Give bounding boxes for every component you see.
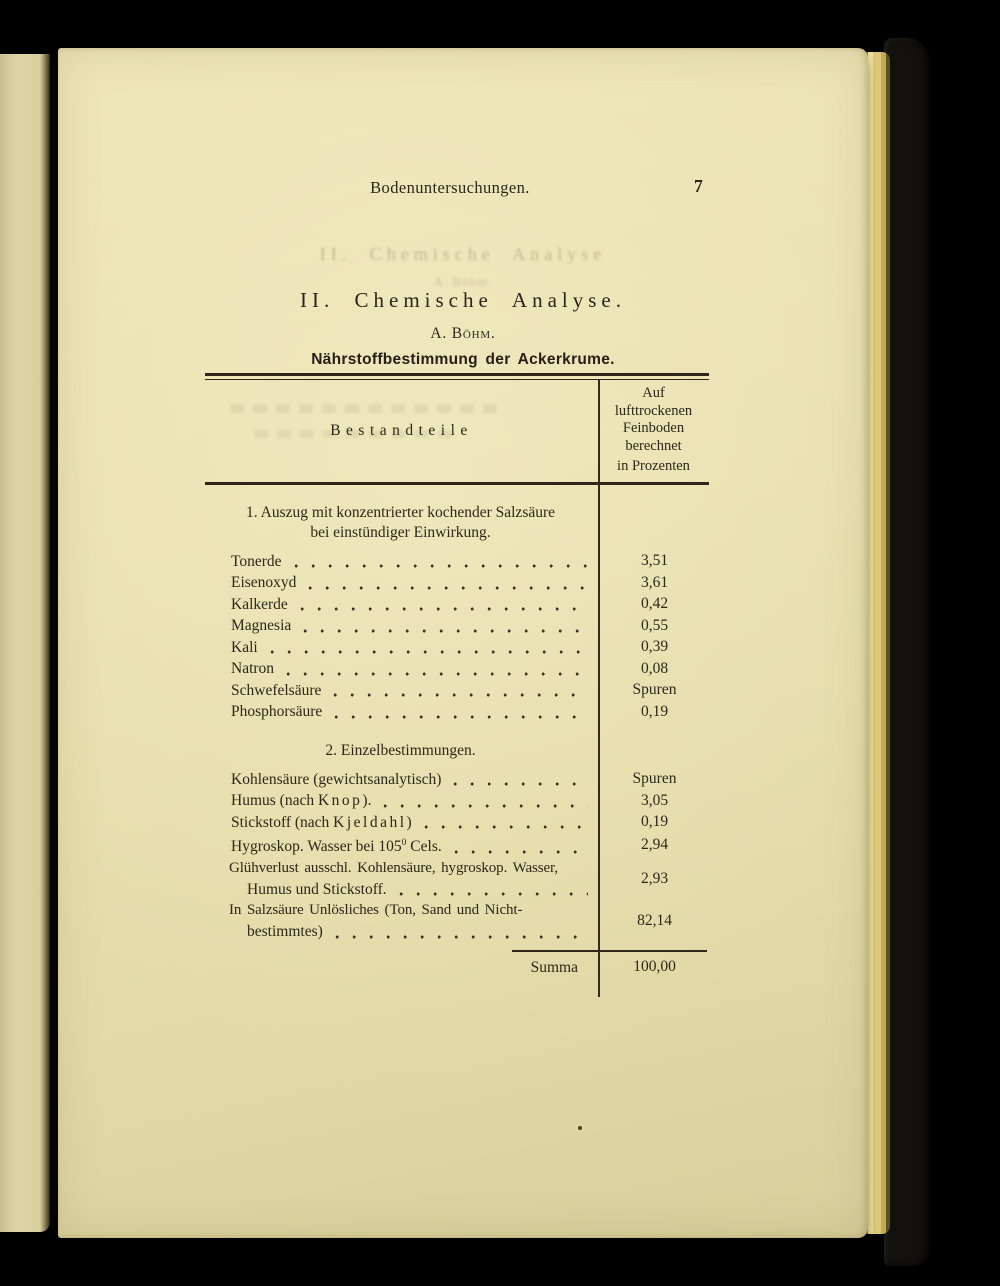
section-heading — [207, 503, 594, 543]
leader-dots — [335, 934, 588, 940]
table-row — [205, 812, 709, 834]
row-label: bestimmtes) — [247, 923, 323, 941]
row-label — [231, 769, 441, 791]
row-label-line — [205, 921, 598, 943]
table-cell-value: 0,19 — [640, 813, 669, 831]
row-label: Humus und Stickstoff. — [247, 880, 387, 898]
leader-dots — [383, 803, 588, 809]
section-subtitle: Nährstoffbestimmung der Ackerkrume. — [311, 351, 615, 368]
table-row — [205, 551, 709, 573]
table-cell-value: 3,51 — [640, 552, 669, 570]
summa-label: Summa — [530, 958, 578, 976]
row-label-part: Kohlensäure (gewichtsanalytisch) — [231, 770, 442, 788]
header-line: berechnet — [625, 437, 682, 454]
table-row — [205, 790, 709, 812]
row-label — [231, 701, 322, 723]
leader-dots — [300, 606, 588, 612]
row-label — [231, 615, 291, 637]
table-cell-value: 3,61 — [640, 573, 669, 591]
table-row — [205, 637, 709, 659]
page-fore-edge — [866, 52, 890, 1234]
row-label — [231, 680, 321, 702]
table-cell-label — [205, 551, 598, 573]
page-number: 7 — [694, 176, 703, 196]
row-label-part: Kalkerde — [231, 595, 288, 613]
table-section-row — [205, 489, 709, 551]
table-header — [205, 380, 709, 482]
table-top-double-rule — [205, 373, 709, 380]
section-heading — [207, 741, 594, 761]
table-column-divider — [598, 380, 600, 997]
table-cell-label — [205, 812, 598, 834]
table-row — [205, 769, 709, 791]
table-row — [205, 858, 709, 901]
table-cell-value: 0,55 — [640, 616, 669, 634]
table-row — [205, 900, 709, 943]
table-cell-value: 0,42 — [640, 595, 669, 613]
leader-dots — [453, 781, 588, 787]
table-cell-label — [205, 701, 598, 723]
table-row — [205, 658, 709, 680]
table-row — [205, 594, 709, 616]
table-cell-label — [205, 790, 598, 812]
row-label — [231, 833, 442, 858]
header-line: Auf — [642, 385, 665, 401]
leader-dots — [454, 849, 588, 855]
table-cell-label — [205, 858, 598, 901]
table-cell-label — [205, 658, 598, 680]
table-cell-label — [205, 769, 598, 791]
section-heading-line: bei einstündiger Einwirkung. — [310, 523, 491, 541]
table-row — [205, 572, 709, 594]
table-section-row — [205, 723, 709, 769]
row-label — [231, 812, 412, 834]
row-label-line — [205, 615, 598, 637]
leader-dots — [424, 824, 588, 830]
table-cell-label — [205, 572, 598, 594]
left-page-edge — [0, 54, 50, 1232]
row-label-part: Schwefelsäure — [231, 681, 322, 699]
table-row — [205, 680, 709, 702]
row-label-part: Magnesia — [231, 617, 292, 634]
row-label-line — [205, 637, 598, 659]
row-label — [231, 572, 296, 594]
table-cell-value — [598, 489, 709, 551]
table-row — [205, 615, 709, 637]
table-cell-value: 0,08 — [640, 659, 669, 677]
table-cell-value: Spuren — [632, 770, 677, 788]
analysis-table — [205, 373, 709, 997]
table-cell-label — [205, 615, 598, 637]
row-label-line — [205, 594, 598, 616]
paper-speck — [578, 1126, 582, 1130]
table-cell-value — [598, 723, 709, 769]
row-label-line — [205, 551, 598, 573]
table-cell-value: 2,93 — [640, 869, 669, 887]
row-label-line — [205, 701, 598, 723]
row-label-line — [205, 833, 598, 858]
table-cell-label — [205, 637, 598, 659]
table-cell-value: 82,14 — [637, 912, 672, 930]
row-label-line — [205, 790, 598, 812]
row-label-part: ) — [406, 813, 412, 831]
bleed-through-author: A. Böhm. — [433, 274, 493, 289]
table-body — [205, 485, 709, 943]
row-label-line — [205, 658, 598, 680]
row-label — [231, 790, 371, 812]
leader-dots — [303, 628, 588, 634]
leader-dots — [334, 714, 588, 720]
row-label-line — [205, 769, 598, 791]
table-cell-value: 0,19 — [640, 702, 669, 720]
table-cell-label — [205, 723, 598, 769]
row-label-part: ). — [362, 792, 372, 809]
table-cell-value: Spuren — [632, 681, 677, 699]
table-cell-label — [205, 900, 598, 943]
table-cell-label — [205, 489, 598, 551]
row-label: Glühverlust ausschl. Kohlensäure, hygroskop. Wasser, — [229, 859, 558, 876]
table-row — [205, 833, 709, 858]
book-page — [58, 48, 868, 1238]
row-label-line — [205, 680, 598, 702]
section-heading-line: 2. Einzelbestimmungen. — [325, 741, 476, 759]
leader-dots — [399, 891, 588, 897]
row-label-line — [205, 572, 598, 594]
book-cover-edge — [884, 38, 930, 1266]
row-label: In Salzsäure Unlösliches (Ton, Sand und Nicht- — [229, 902, 523, 919]
row-label-line — [205, 879, 598, 901]
table-cell-value: 0,39 — [640, 638, 669, 656]
leader-dots — [308, 585, 588, 591]
header-line: in Prozenten — [617, 458, 690, 474]
row-label-part: Phosphorsäure — [231, 703, 323, 720]
row-label — [231, 658, 274, 680]
row-label-part: Kali — [231, 638, 258, 656]
leader-dots — [270, 649, 588, 655]
row-label-part: Eisenoxyd — [231, 574, 297, 591]
row-label-part: Humus (nach — [231, 792, 318, 809]
table-cell-value: 2,94 — [640, 836, 669, 854]
column-header-components: Bestandteile — [330, 421, 473, 439]
leader-dots — [333, 692, 588, 698]
row-label-part: Hygroskop. Wasser bei 105 — [231, 838, 402, 856]
table-cell-value: 3,05 — [640, 791, 669, 809]
row-label-part: Tonerde — [231, 552, 282, 570]
row-label-part: Knop — [317, 792, 363, 809]
leader-dots — [286, 671, 588, 677]
row-label-part: 0 — [401, 838, 407, 848]
author-line: A. Böhm. — [430, 325, 496, 342]
running-head: Bodenuntersuchungen. — [370, 178, 530, 197]
row-label — [231, 594, 288, 616]
table-row — [205, 701, 709, 723]
summa-row — [205, 952, 709, 983]
column-header-percent — [598, 380, 709, 482]
row-label — [231, 637, 258, 659]
table-cell-label — [205, 680, 598, 702]
leader-dots — [294, 563, 588, 569]
header-line: Feinboden — [622, 420, 685, 436]
chapter-title: II. Chemische Analyse. — [300, 288, 626, 312]
row-label-part: Natron — [231, 660, 275, 677]
row-label-part: Stickstoff (nach — [231, 813, 334, 831]
section-heading-line: 1. Auszug mit konzentrierter kochender Salzsäure — [245, 503, 556, 521]
table-cell-label — [205, 833, 598, 858]
header-line: lufttrockenen — [614, 402, 693, 419]
row-label-part: Kjeldahl — [333, 813, 407, 831]
bleed-through-title: II. Chemische Analyse — [319, 244, 607, 264]
summa-value: 100,00 — [633, 958, 676, 976]
row-label — [231, 551, 282, 573]
row-label-line — [205, 812, 598, 834]
table-cell-label — [205, 594, 598, 616]
row-label-part: Cels. — [406, 838, 442, 856]
